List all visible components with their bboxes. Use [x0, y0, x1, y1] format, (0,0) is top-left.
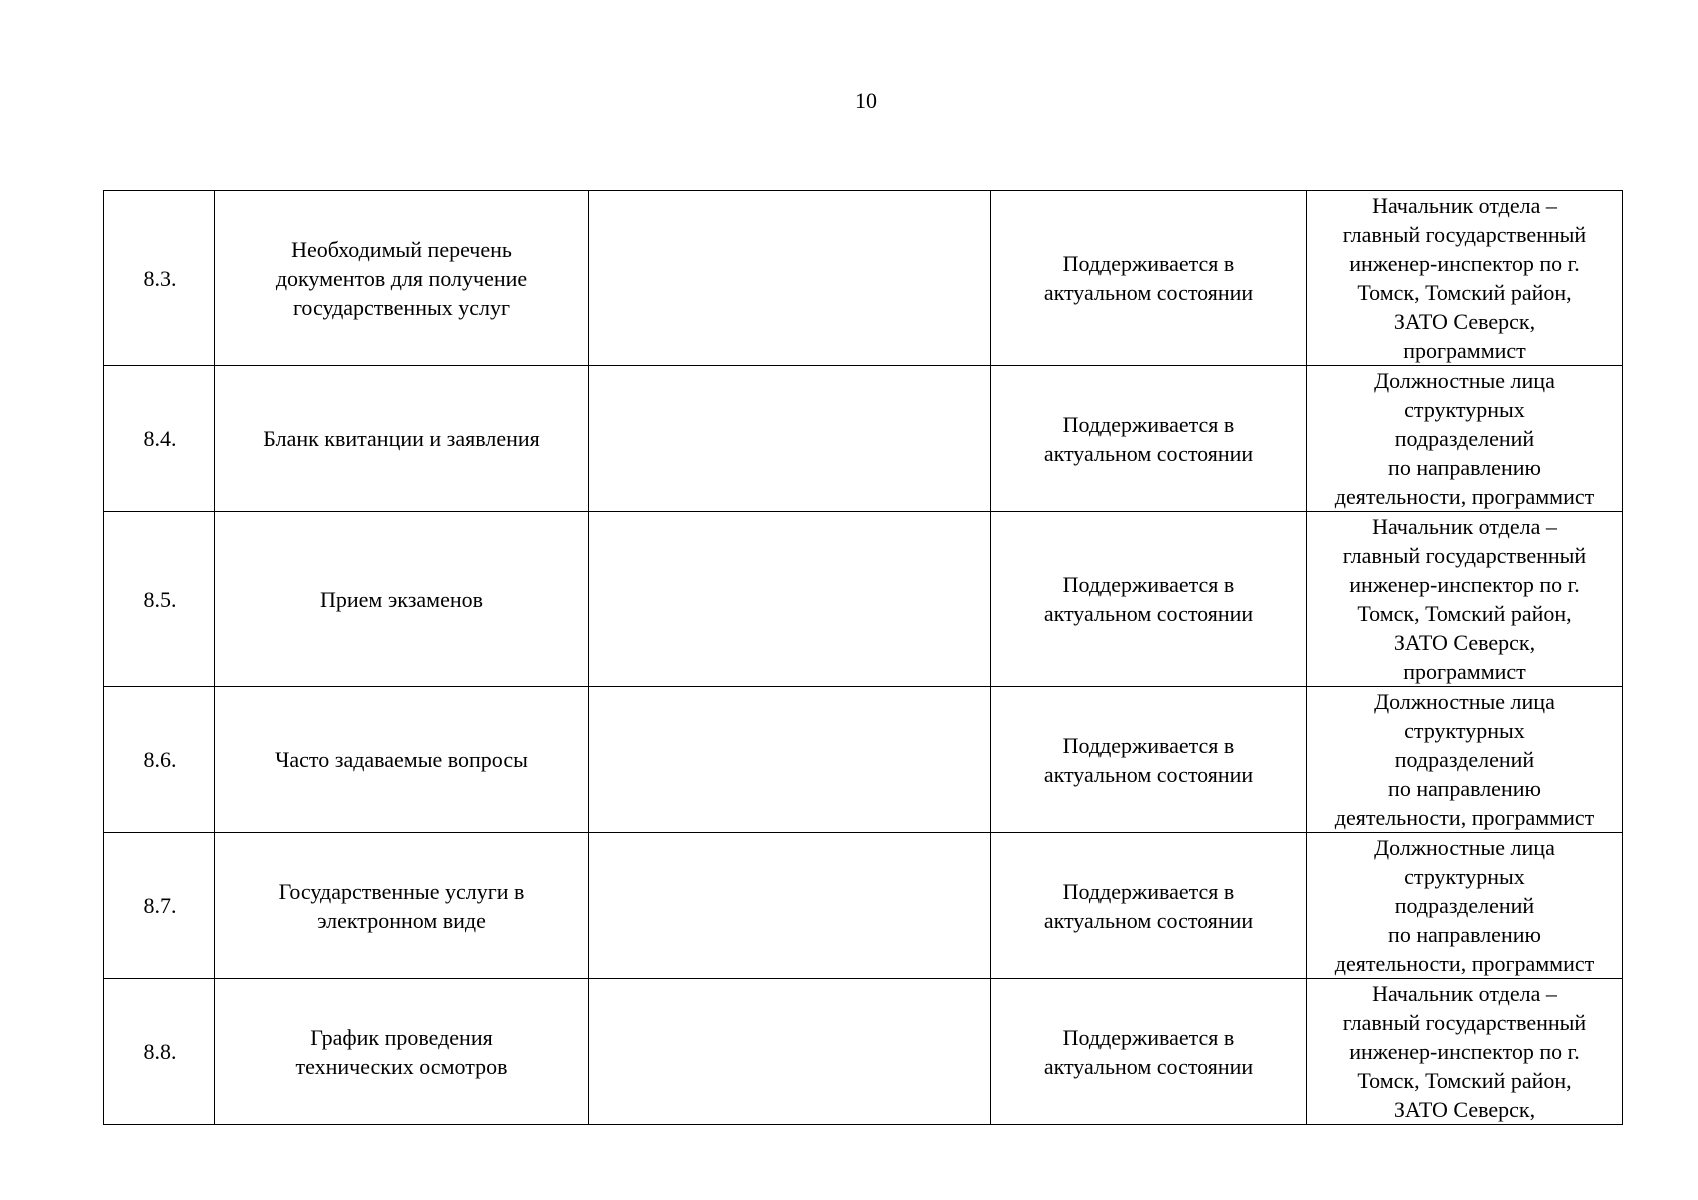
responsible-cell: [1307, 512, 1623, 687]
status-cell: [991, 979, 1307, 1125]
table-row: [104, 191, 1623, 366]
table-row: [104, 979, 1623, 1125]
responsible-cell: [1307, 366, 1623, 512]
status-text: Поддерживается в актуальном состоянии: [1043, 411, 1254, 466]
section-name: График проведения технических осмотров: [295, 1024, 508, 1079]
section-name: Часто задаваемые вопросы: [275, 747, 528, 772]
responsible-text: Начальник отдела – главный государственный инженер-инспектор по г. Томск, Томский район, ЗАТО Северск,: [1342, 981, 1587, 1122]
responsible-text: Должностные лица структурных подразделений по направлению деятельности, программист: [1334, 835, 1595, 976]
row-number: 8.7.: [143, 893, 177, 918]
status-cell: [991, 191, 1307, 366]
section-name-cell: [215, 191, 589, 366]
info-cell: [589, 687, 991, 833]
info-cell: [589, 366, 991, 512]
row-number-cell: [104, 512, 215, 687]
section-name-cell: [215, 687, 589, 833]
table-row: [104, 366, 1623, 512]
status-text: Поддерживается в актуальном состоянии: [1043, 732, 1254, 787]
row-number-cell: [104, 833, 215, 979]
info-cell: [589, 512, 991, 687]
table-row: [104, 512, 1623, 687]
status-text: Поддерживается в актуальном состоянии: [1043, 251, 1254, 305]
status-cell: [991, 833, 1307, 979]
status-cell: [991, 366, 1307, 512]
responsible-text: Должностные лица структурных подразделений по направлению деятельности, программист: [1334, 689, 1595, 830]
info-cell: [589, 979, 991, 1125]
status-cell: [991, 687, 1307, 833]
section-name: Необходимый перечень документов для получение государственных услуг: [275, 236, 528, 320]
responsible-text: Начальник отдела – главный государственный инженер-инспектор по г. Томск, Томский район, ЗАТО Северск, программист: [1342, 514, 1587, 684]
responsible-text: Начальник отдела – главный государственный инженер-инспектор по г. Томск, Томский район, ЗАТО Северск, программист: [1342, 193, 1587, 363]
row-number: 8.3.: [143, 265, 177, 291]
section-name-cell: [215, 979, 589, 1125]
row-number-cell: [104, 687, 215, 833]
row-number: 8.8.: [143, 1039, 177, 1064]
section-name: Государственные услуги в электронном виде: [278, 878, 525, 933]
section-name: Прием экзаменов: [320, 586, 483, 612]
section-name-cell: [215, 833, 589, 979]
section-name: Бланк квитанции и заявления: [263, 426, 540, 451]
row-number: 8.6.: [143, 747, 177, 772]
document-table: [103, 190, 1623, 1125]
responsible-cell: [1307, 979, 1623, 1125]
status-cell: [991, 512, 1307, 687]
responsible-text: Должностные лица структурных подразделений по направлению деятельности, программист: [1334, 368, 1595, 509]
table-row: [104, 833, 1623, 979]
row-number-cell: [104, 979, 215, 1125]
status-text: Поддерживается в актуальном состоянии: [1043, 878, 1254, 933]
section-name-cell: [215, 366, 589, 512]
table-row: [104, 687, 1623, 833]
status-text: Поддерживается в актуальном состоянии: [1043, 572, 1254, 626]
info-cell: [589, 833, 991, 979]
row-number-cell: [104, 366, 215, 512]
row-number-cell: [104, 191, 215, 366]
row-number: 8.4.: [143, 426, 177, 451]
info-cell: [589, 191, 991, 366]
section-name-cell: [215, 512, 589, 687]
responsible-cell: [1307, 833, 1623, 979]
row-number: 8.5.: [143, 586, 177, 612]
page-number: 10: [855, 88, 877, 113]
status-text: Поддерживается в актуальном состоянии: [1043, 1024, 1254, 1079]
responsible-cell: [1307, 687, 1623, 833]
responsible-cell: [1307, 191, 1623, 366]
